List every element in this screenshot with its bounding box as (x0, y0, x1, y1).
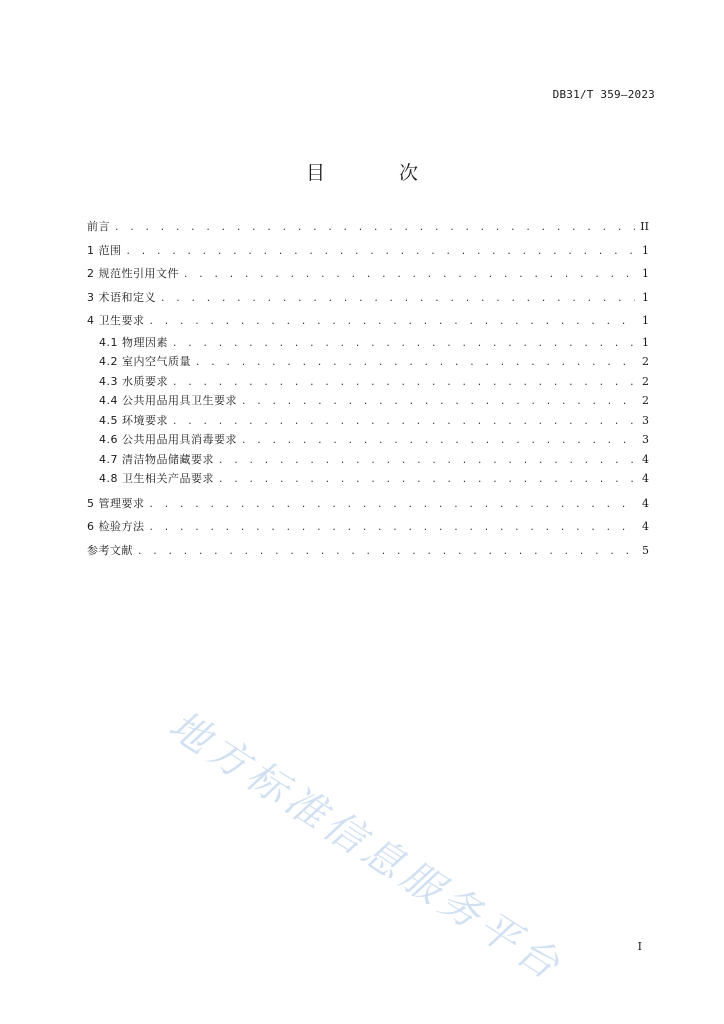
toc-entry-page: 2 (642, 355, 649, 368)
toc-entry-hygiene-products[interactable] (87, 470, 649, 490)
toc-entry-page: 1 (642, 314, 649, 327)
dot-leader (183, 270, 635, 280)
dot-leader (149, 317, 636, 327)
dot-leader (218, 456, 635, 466)
toc-entry-public-articles-hygiene[interactable] (87, 392, 649, 412)
toc-entry-label: 4.4 公共用品用具卫生要求 (99, 394, 237, 407)
dot-leader (114, 223, 635, 233)
toc-entry-page: 1 (642, 243, 649, 257)
toc-entry-label: 2 规范性引用文件 (87, 267, 179, 280)
toc-entry-public-articles-disinfection[interactable] (87, 431, 649, 451)
dot-leader (149, 500, 636, 510)
standard-code: DB31/T 359—2023 (552, 88, 655, 101)
dot-leader (160, 294, 635, 304)
toc-entry-label: 5 管理要求 (87, 496, 145, 510)
toc-entry-label: 参考文献 (87, 543, 133, 557)
toc-entry-page: 4 (642, 452, 649, 466)
toc-entry-normative-references[interactable] (87, 265, 649, 285)
dot-leader (172, 417, 635, 427)
toc-entry-page: 5 (642, 543, 649, 557)
toc-entry-page: II (640, 220, 649, 233)
toc-entry-water-quality[interactable] (87, 373, 649, 393)
dot-leader (172, 339, 635, 349)
page-number: I (637, 940, 642, 953)
toc-entry-bibliography[interactable] (87, 542, 649, 562)
toc-entry-page: 2 (642, 394, 649, 407)
dot-leader (149, 523, 636, 533)
table-of-contents (87, 218, 649, 561)
toc-entry-scope[interactable] (87, 242, 649, 262)
toc-entry-environment-requirements[interactable] (87, 412, 649, 432)
toc-entry-label: 4.2 室内空气质量 (99, 355, 191, 368)
dot-leader (241, 397, 635, 407)
toc-entry-page: 4 (642, 496, 649, 510)
dot-leader (126, 247, 636, 257)
toc-entry-terms-definitions[interactable] (87, 289, 649, 309)
toc-entry-label: 4.5 环境要求 (99, 413, 168, 427)
toc-entry-label: 4.7 清洁物品储藏要求 (99, 452, 214, 466)
toc-entry-page: 4 (642, 520, 649, 533)
toc-entry-label: 4.8 卫生相关产品要求 (99, 472, 214, 485)
toc-entry-label: 4 卫生要求 (87, 314, 145, 327)
dot-leader (137, 547, 635, 557)
toc-entry-label: 4.1 物理因素 (99, 335, 168, 349)
toc-entry-page: 1 (642, 267, 649, 280)
toc-entry-inspection-methods[interactable] (87, 518, 649, 538)
toc-entry-physical-factors[interactable] (87, 334, 649, 354)
toc-entry-page: 2 (642, 374, 649, 388)
toc-entry-management-requirements[interactable] (87, 495, 649, 515)
toc-entry-label: 1 范围 (87, 243, 122, 257)
toc-entry-label: 4.6 公共用品用具消毒要求 (99, 433, 237, 446)
toc-entry-cleaning-storage[interactable] (87, 451, 649, 471)
toc-entry-label: 3 术语和定义 (87, 290, 156, 304)
toc-entry-label: 前言 (87, 220, 110, 233)
toc-title: 目 次 (305, 162, 453, 184)
dot-leader (218, 475, 635, 485)
dot-leader (241, 436, 635, 446)
toc-entry-page: 1 (642, 290, 649, 304)
toc-entry-label: 6 检验方法 (87, 520, 145, 533)
toc-entry-foreword[interactable] (87, 218, 649, 238)
toc-entry-hygiene-requirements[interactable] (87, 312, 649, 332)
dot-leader (195, 358, 635, 368)
toc-entry-label: 4.3 水质要求 (99, 374, 168, 388)
toc-entry-page: 3 (642, 413, 649, 427)
toc-entry-indoor-air-quality[interactable] (87, 353, 649, 373)
toc-entry-page: 3 (642, 433, 649, 446)
watermark: 地方标准信息服务平台 (160, 702, 572, 992)
toc-entry-page: 1 (642, 335, 649, 349)
toc-entry-page: 4 (642, 472, 649, 485)
dot-leader (172, 378, 635, 388)
